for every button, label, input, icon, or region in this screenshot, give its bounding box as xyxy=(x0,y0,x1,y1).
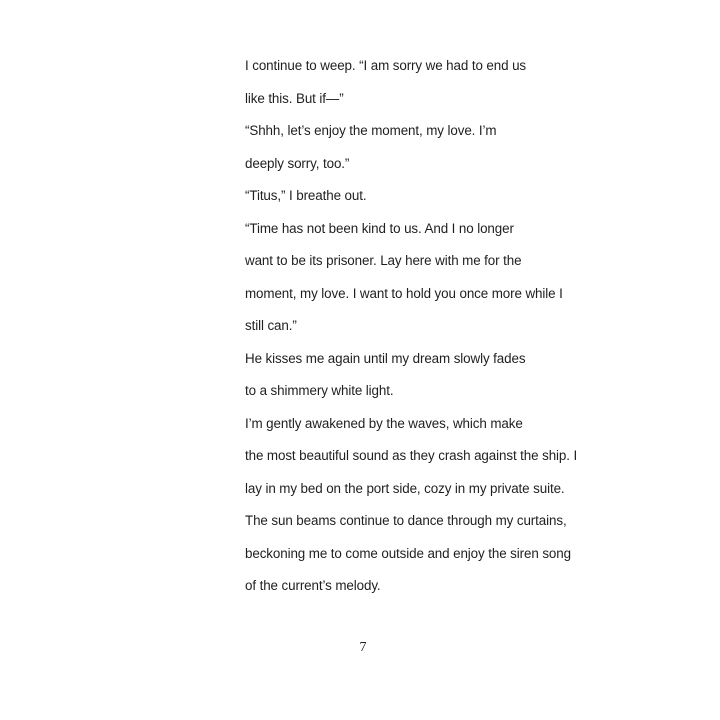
text-line: “Titus,” I breathe out. xyxy=(245,188,367,203)
text-line: like this. But if—” xyxy=(245,90,344,106)
text-line: still can.” xyxy=(245,318,297,333)
page-number: 7 xyxy=(359,640,367,655)
text-line: lay in my bed on the port side, cozy in my private suite. xyxy=(245,480,565,496)
text-line: want to be its prisoner. Lay here with me for the xyxy=(245,253,522,268)
text-line: beckoning me to come outside and enjoy the siren song xyxy=(245,545,571,561)
paragraph xyxy=(203,343,526,408)
paragraph xyxy=(203,50,527,115)
paragraph xyxy=(203,115,523,180)
text-line: “Shhh, let’s enjoy the moment, my love. I’m xyxy=(245,123,497,138)
text-line: I’m gently awakened by the waves, which make xyxy=(245,415,523,431)
text-line: “Time has not been kind to us. And I no longer xyxy=(245,220,514,236)
text-line: the most beautiful sound as they crash against the ship. I xyxy=(245,448,578,463)
text-line: of the current’s melody. xyxy=(245,578,381,593)
body-text xyxy=(203,50,578,603)
paragraph xyxy=(203,213,563,343)
text-line: The sun beams continue to dance through my curtains, xyxy=(245,513,567,528)
text-line: I continue to weep. “I am sorry we had to end us xyxy=(245,58,527,73)
paragraph xyxy=(203,180,523,213)
text-line: to a shimmery white light. xyxy=(245,383,394,398)
text-line: moment, my love. I want to hold you once more while I xyxy=(245,285,563,301)
paragraph xyxy=(203,408,578,603)
text-line: deeply sorry, too.” xyxy=(245,155,350,171)
text-line: He kisses me again until my dream slowly fades xyxy=(245,350,526,366)
